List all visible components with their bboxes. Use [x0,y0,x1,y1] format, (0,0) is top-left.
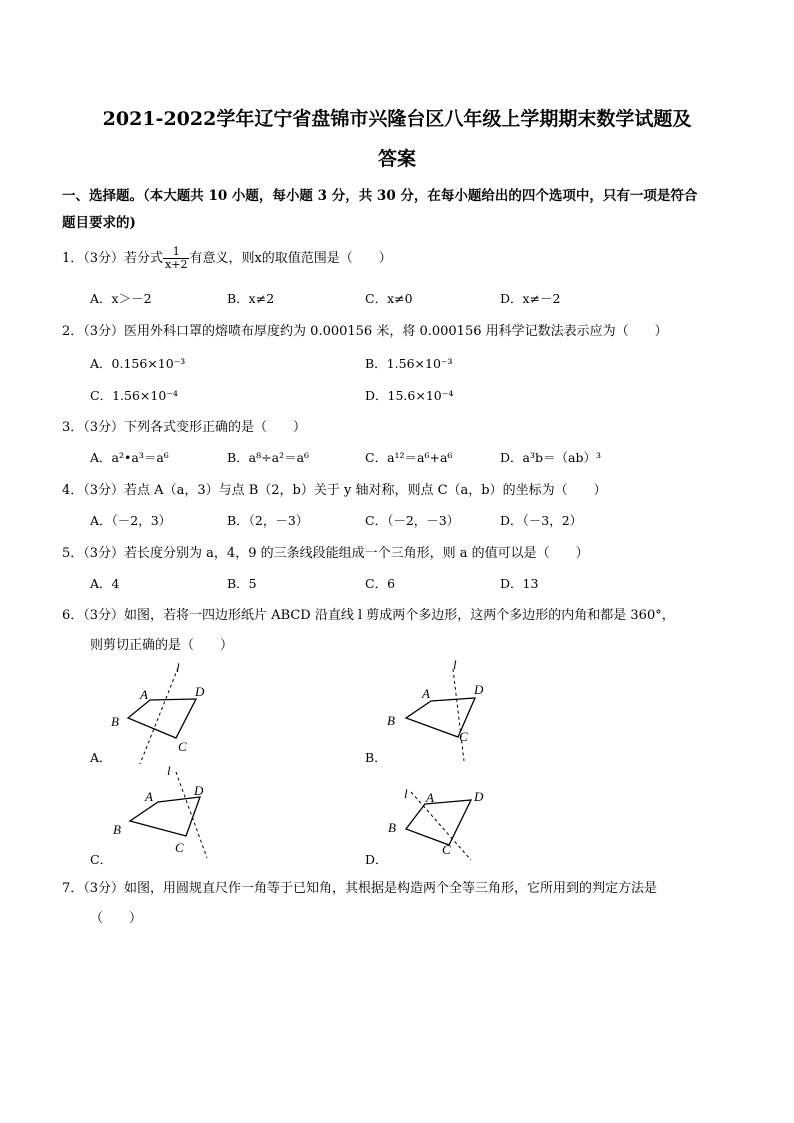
fig-a-label-d: D [195,684,205,699]
q5-option-c: C．6 [365,576,396,591]
q2-option-d: D．15.6×10⁻⁴ [365,388,454,403]
q1-option-a: A．x＞－2 [90,291,152,306]
fig-c-label-b: B [113,822,121,837]
q1-prefix: 1．（3分）若分式 [62,251,164,266]
fig-c-label-c: C [175,840,184,855]
fig-d-label-c: C [442,842,451,857]
fig-d-label-l: l [404,786,408,801]
fig-b-label-l: l [453,657,457,672]
q3-option-c: C．a¹²＝a⁶+a⁶ [365,450,453,465]
q6-figure-c [108,760,218,860]
q1-fraction-denominator: x+2 [165,258,188,271]
q5-option-a: A．4 [90,576,120,591]
fig-c-label-a: A [145,789,153,804]
fig-d-label-d: D [474,789,484,804]
q5-option-d: D．13 [500,576,539,591]
question-1 [62,246,392,271]
q4-option-a: A．（－2，3） [90,513,172,528]
q1-option-b: B．x≠2 [227,291,275,306]
fig-a-label-a: A [140,687,148,702]
q1-fraction-numerator: 1 [163,246,189,259]
section-header-line1: 一、选择题。（本大题共 10 小题，每小题 3 分，共 30 分，在每小题给出的四个选项中，只有一项是符合 [62,188,698,204]
q3-option-b: B．a⁸÷a²＝a⁶ [227,450,310,465]
fig-c-label-l: l [167,763,171,778]
q6-option-a: A． [90,750,112,765]
q1-suffix: 有意义，则x的取值范围是（ ） [189,251,392,266]
q4-option-c: C．（－2，－3） [365,513,460,528]
fig-d-label-a: A [426,790,434,805]
section-header-line2: 题目要求的) [62,215,136,231]
q2-option-a: A．0.156×10⁻³ [90,356,186,371]
q4-option-d: D．（－3，2） [500,513,583,528]
fig-a-label-l: l [176,660,180,675]
fig-c-label-d: D [194,783,204,798]
question-4: 4．（3分）若点 A（a，3）与点 B（2，b）关于 y 轴对称，则点 C（a，b）的坐标为（ ） [62,483,607,498]
fig-d-label-b: B [388,820,396,835]
page-title-line2: 答案 [377,148,416,170]
question-5: 5．（3分）若长度分别为 a，4，9 的三条线段能组成一个三角形，则 a 的值可以是（ ） [62,546,589,561]
page-title-line1: 2021-2022学年辽宁省盘锦市兴隆台区八年级上学期期末数学试题及 [102,108,692,130]
q4-option-b: B．（2，－3） [227,513,309,528]
fig-a-label-b: B [111,714,119,729]
q6-figure-a [108,660,218,765]
q2-option-c: C．1.56×10⁻⁴ [90,388,178,403]
fig-b-label-d: D [474,682,484,697]
fig-b-label-a: A [422,686,430,701]
q6-option-c: C． [90,852,113,867]
question-7-line1: 7．（3分）如图，用圆规直尺作一角等于已知角，其根据是构造两个全等三角形，它所用到的判定方法是 [62,881,658,896]
question-6-line2: 则剪切正确的是（ ） [90,638,234,653]
fig-a-label-c: C [178,739,187,754]
q2-option-b: B．1.56×10⁻³ [365,356,453,371]
section-header [62,183,742,237]
q3-option-d: D．a³b＝（ab）³ [500,450,601,465]
q1-fraction [163,246,189,271]
q6-option-b: B． [365,750,387,765]
q6-figure-d [383,780,493,870]
question-7-line2: （ ） [90,911,143,926]
q6-option-d: D． [365,852,388,867]
q3-option-a: A．a²•a³＝a⁶ [90,450,169,465]
fig-b-label-c: C [459,729,468,744]
question-2: 2．（3分）医用外科口罩的熔喷布厚度约为 0.000156 米，将 0.000156 用科学记数法表示应为（ ） [62,324,668,339]
q6-figure-b [383,655,493,765]
question-6-line1: 6．（3分）如图，若将一四边形纸片 ABCD 沿直线 l 剪成两个多边形，这两个多边形的内角和都是 360°， [62,608,675,623]
q1-option-d: D．x≠－2 [500,291,561,306]
fig-b-label-b: B [387,713,395,728]
q5-option-b: B．5 [227,576,257,591]
q1-option-c: C．x≠0 [365,291,413,306]
question-3: 3．（3分）下列各式变形正确的是（ ） [62,420,307,435]
